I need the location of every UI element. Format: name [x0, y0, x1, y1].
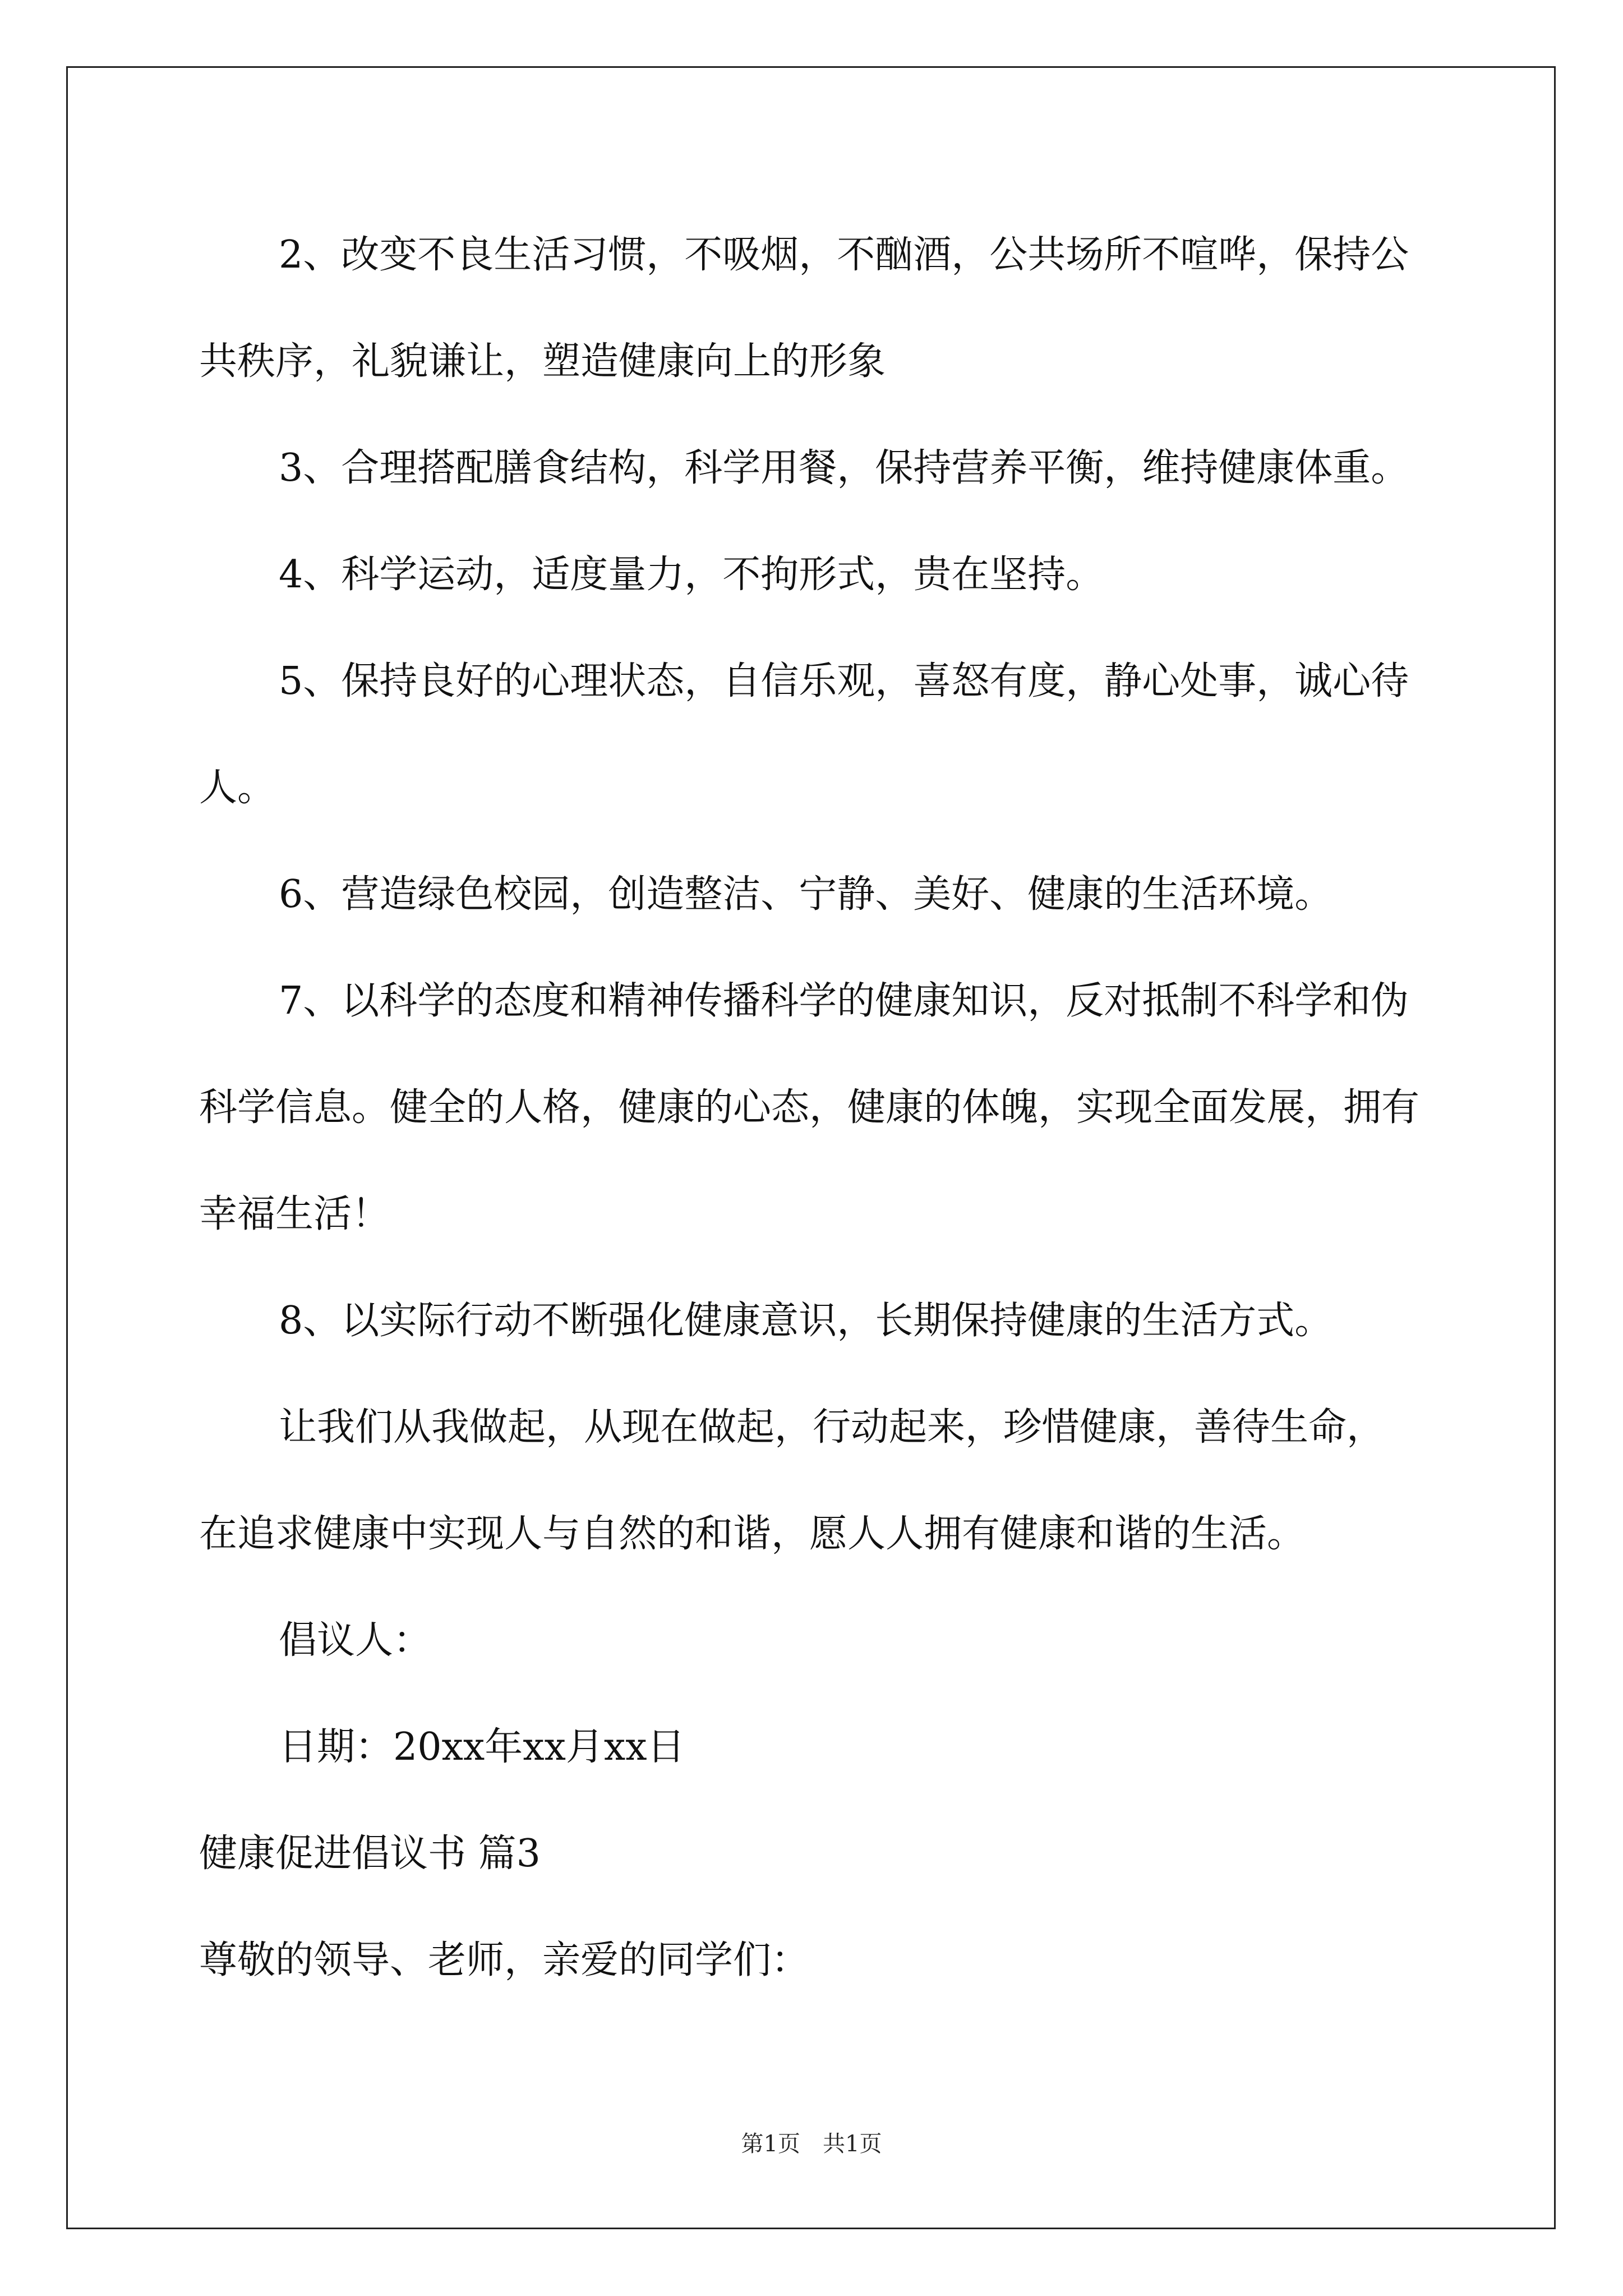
- initiator-line: 倡议人：: [279, 1618, 432, 1663]
- closing-paragraph: 让我们从我做起，从现在做起，行动起来，珍惜健康，善待生命，在追求健康中实现人与自然的和谐，愿人人拥有健康和谐的生活。: [199, 1405, 1385, 1556]
- paragraph-item-7: 7、以科学的态度和精神传播科学的健康知识，反对抵制不科学和伪科学信息。健全的人格，健康的心态，健康的体魄，实现全面发展，拥有幸福生活！: [199, 979, 1420, 1236]
- page-footer: 第1页 共1页: [741, 2131, 882, 2157]
- paragraph-item-6: 6、营造绿色校园，创造整洁、宁静、美好、健康的生活环境。: [279, 872, 1333, 917]
- paragraph-item-8: 8、以实际行动不断强化健康意识，长期保持健康的生活方式。: [279, 1299, 1333, 1343]
- section-heading: 健康促进倡议书 篇3: [199, 1832, 541, 1876]
- date-line: 日期：20xx年xx月xx日: [279, 1725, 685, 1769]
- paragraph-item-2: 2、改变不良生活习惯，不吸烟，不酗酒，公共场所不喧哗，保持公共秩序，礼貌谦让，塑造健康向上的形象: [199, 233, 1409, 384]
- document-body: [199, 202, 1422, 2014]
- paragraph-item-3: 3、合理搭配膳食结构，科学用餐，保持营养平衡，维持健康体重。: [279, 446, 1409, 490]
- paragraph-item-4: 4、科学运动，适度量力，不拘形式，贵在坚持。: [279, 553, 1104, 597]
- salutation-line: 尊敬的领导、老师，亲爱的同学们：: [199, 1938, 810, 1982]
- paragraph-item-5: 5、保持良好的心理状态，自信乐观，喜怒有度，静心处事，诚心待人。: [199, 659, 1409, 810]
